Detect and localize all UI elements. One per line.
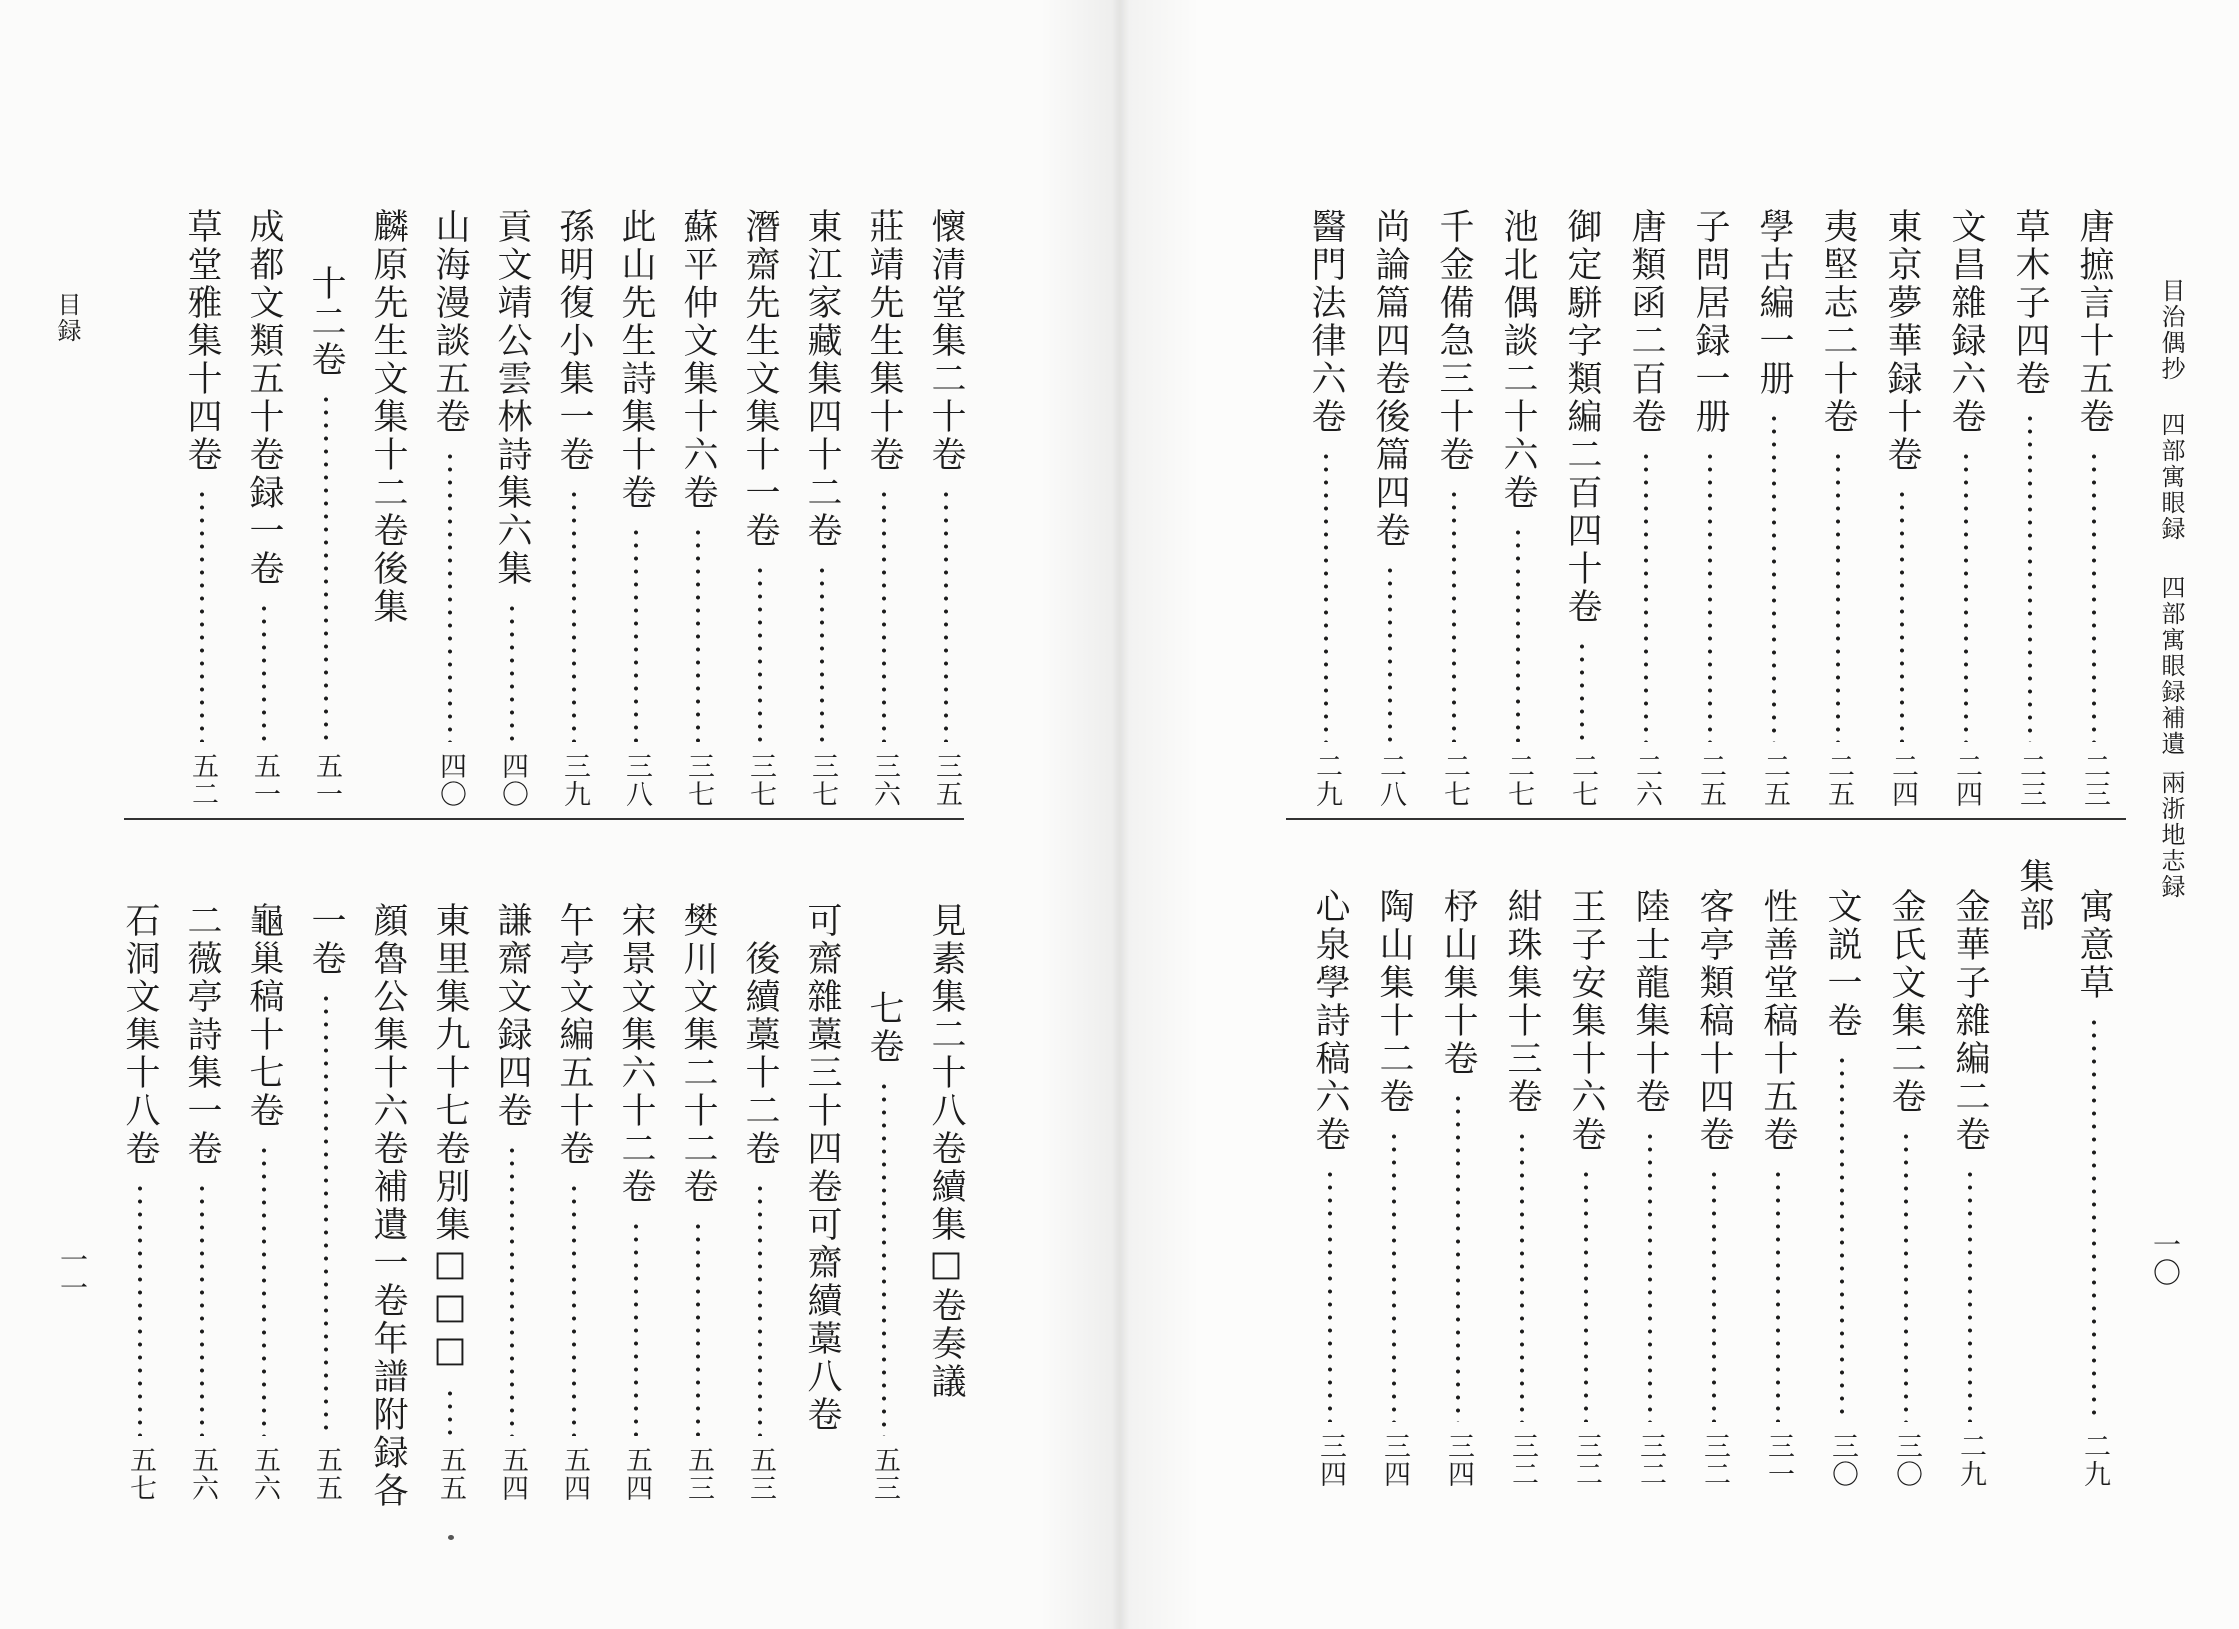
toc-entry[interactable]: [856, 208, 912, 808]
entry-page: 五四: [497, 1446, 528, 1502]
running-head-item: 四部寓眼録: [2157, 412, 2185, 542]
entry-page: 二四: [1887, 752, 1918, 808]
toc-entry[interactable]: [608, 208, 664, 808]
entry-page: 三〇: [1891, 1432, 1922, 1488]
entry-page: 五三: [745, 1446, 776, 1502]
leader-dots: [695, 1220, 701, 1436]
toc-entry[interactable]: [1810, 208, 1866, 808]
toc-entry[interactable]: [856, 990, 912, 1502]
leader-dots: [137, 1182, 143, 1436]
entry-page: 五五: [311, 1446, 342, 1502]
entry-title: 草木子四卷: [2010, 208, 2050, 398]
entry-title: 石洞文集十八卷: [120, 902, 160, 1168]
entry-page: 三七: [683, 752, 714, 808]
leader-dots: [1771, 412, 1777, 742]
entry-page: 五六: [249, 1446, 280, 1502]
toc-entry[interactable]: [1430, 888, 1486, 1488]
entry-title: 草堂雅集十四卷: [182, 208, 222, 474]
entry-title: 子問居録一册: [1690, 208, 1730, 436]
entry-title: 文昌雜録六卷: [1946, 208, 1986, 436]
entry-page: 三二: [1699, 1432, 1730, 1488]
entry-page: 三一: [1763, 1432, 1794, 1488]
toc-entry[interactable]: [174, 902, 230, 1502]
entry-page: 五四: [621, 1446, 652, 1502]
toc-entry[interactable]: [1490, 208, 1546, 808]
leader-dots: [261, 1144, 267, 1436]
entry-page: 五四: [559, 1446, 590, 1502]
entry-page: 五六: [187, 1446, 218, 1502]
leader-dots: [199, 488, 205, 742]
entry-page: 二九: [1955, 1432, 1986, 1488]
left-page: [0, 0, 1118, 1629]
toc-entry[interactable]: [1686, 888, 1742, 1488]
leader-dots: [1455, 1092, 1461, 1422]
entry-title: 東里集九十七卷別集□□□: [430, 902, 470, 1373]
entry-page: 二五: [1759, 752, 1790, 808]
entry-page: 五三: [869, 1446, 900, 1502]
toc-entry[interactable]: [670, 208, 726, 808]
toc-entry[interactable]: [298, 902, 354, 1502]
entry-page: 五二: [187, 752, 218, 808]
toc-entry[interactable]: [670, 902, 726, 1502]
toc-entry[interactable]: [732, 208, 788, 808]
leader-dots: [819, 564, 825, 742]
leader-dots: [943, 488, 949, 742]
entry-title: 心泉學詩稿六卷: [1310, 888, 1350, 1154]
toc-entry[interactable]: [546, 902, 602, 1502]
entry-title: 唐摭言十五卷: [2074, 208, 2114, 436]
leader-dots: [1323, 450, 1329, 742]
leader-dots: [1579, 640, 1585, 742]
entry-page: 五一: [311, 752, 342, 808]
entry-page: 三四: [1315, 1432, 1346, 1488]
entry-page: 三七: [745, 752, 776, 808]
toc-entry[interactable]: [1622, 888, 1678, 1488]
leader-dots: [1643, 450, 1649, 742]
entry-title: 醫門法律六卷: [1306, 208, 1346, 436]
leader-dots: [1839, 1054, 1845, 1422]
entry-title: 午亭文編五十卷: [554, 902, 594, 1168]
entry-title: 一卷: [306, 902, 346, 978]
leader-dots: [2091, 1016, 2097, 1422]
toc-entry[interactable]: [794, 902, 850, 1502]
toc-entry[interactable]: [360, 902, 416, 1510]
leader-dots: [323, 393, 329, 742]
leader-dots: [1327, 1168, 1333, 1422]
section-rule: [124, 818, 964, 820]
entry-title: 山海漫談五卷: [430, 208, 470, 436]
entry-page: 三六: [869, 752, 900, 808]
entry-page: 二四: [1951, 752, 1982, 808]
right-page: [1118, 0, 2239, 1629]
entry-title: 東京夢華録十卷: [1882, 208, 1922, 474]
leader-dots: [1711, 1168, 1717, 1422]
leader-dots: [1519, 1130, 1525, 1422]
leader-dots: [2027, 412, 2033, 742]
running-head-item: 四部寓眼録補遺: [2157, 575, 2185, 757]
section-rule: [1286, 818, 2126, 820]
entry-title: 唐類函二百卷: [1626, 208, 1666, 436]
leader-dots: [2091, 450, 2097, 742]
toc-entry[interactable]: [1942, 888, 1998, 1488]
toc-entry[interactable]: [2002, 208, 2058, 808]
entry-title: 御定駢字類編二百四十卷: [1562, 208, 1602, 626]
entry-page: 二八: [1375, 752, 1406, 808]
leader-dots: [447, 450, 453, 742]
entry-title: 十二卷: [306, 265, 346, 379]
toc-entry[interactable]: [1302, 888, 1358, 1488]
toc-entry[interactable]: [422, 902, 478, 1502]
toc-entry[interactable]: [112, 902, 168, 1502]
toc-entry[interactable]: [1618, 208, 1674, 808]
entry-page: 三四: [1443, 1432, 1474, 1488]
entry-page: 二五: [1695, 752, 1726, 808]
entry-page: 二三: [2015, 752, 2046, 808]
leader-dots: [1899, 488, 1905, 742]
leader-dots: [1775, 1168, 1781, 1422]
entry-title: 七卷: [864, 990, 904, 1066]
entry-title: 蘇平仲文集十六卷: [678, 208, 718, 512]
entry-page: 二五: [1823, 752, 1854, 808]
entry-page: 三二: [1507, 1432, 1538, 1488]
entry-title: 此山先生詩集十卷: [616, 208, 656, 512]
entry-page: 三二: [1571, 1432, 1602, 1488]
toc-entry[interactable]: [1298, 208, 1354, 808]
leader-dots: [199, 1182, 205, 1436]
leader-dots: [571, 1182, 577, 1436]
leader-dots: [323, 992, 329, 1436]
entry-title: 東江家藏集四十二卷: [802, 208, 842, 550]
page-number: 一一: [56, 1245, 89, 1301]
entry-page: 三七: [807, 752, 838, 808]
toc-entry[interactable]: [484, 902, 540, 1502]
entry-title: 金氏文集二卷: [1886, 888, 1926, 1116]
entry-title: 潛齋先生文集十一卷: [740, 208, 780, 550]
toc-entry[interactable]: [1938, 208, 1994, 808]
entry-title: 謙齋文録四卷: [492, 902, 532, 1130]
book-gutter: [1040, 0, 1200, 1629]
entry-title: 貢文靖公雲林詩集六集: [492, 208, 532, 588]
leader-dots: [1903, 1130, 1909, 1422]
entry-page: 三五: [931, 752, 962, 808]
leader-dots: [1451, 488, 1457, 742]
entry-title: 千金備急三十卷: [1434, 208, 1474, 474]
toc-entry[interactable]: [1682, 208, 1738, 808]
toc-entry[interactable]: [1426, 208, 1482, 808]
entry-page: 二七: [1503, 752, 1534, 808]
entry-title: 懷清堂集二十卷: [926, 208, 966, 474]
entry-title: 杼山集十卷: [1438, 888, 1478, 1078]
entry-page: 三九: [559, 752, 590, 808]
entry-title: 莊靖先生集十卷: [864, 208, 904, 474]
leader-dots: [757, 1182, 763, 1436]
page-number: 一〇: [2149, 1230, 2182, 1286]
leader-dots: [633, 1220, 639, 1436]
entry-title: 樊川文集二十二卷: [678, 902, 718, 1206]
entry-title: 顔魯公集十六卷補遺一卷年譜附録各: [368, 902, 408, 1510]
entry-title: 寓意草: [2074, 888, 2114, 1002]
toc-entry[interactable]: [918, 902, 974, 1502]
leader-dots: [1391, 1130, 1397, 1422]
entry-title: 孫明復小集一卷: [554, 208, 594, 474]
entry-page: 二七: [1439, 752, 1470, 808]
toc-entry[interactable]: [1750, 888, 1806, 1488]
entry-title: 麟原先生文集十二卷後集: [368, 208, 408, 626]
entry-page: 三八: [621, 752, 652, 808]
entry-title: 成都文類五十卷録一卷: [244, 208, 284, 588]
entry-page: 三二: [1635, 1432, 1666, 1488]
toc-entry[interactable]: [1366, 888, 1422, 1488]
entry-title: 陸士龍集十卷: [1630, 888, 1670, 1116]
entry-title: 宋景文集六十二卷: [616, 902, 656, 1206]
entry-page: 二九: [2079, 1432, 2110, 1488]
leader-dots: [881, 1080, 887, 1436]
leader-dots: [261, 602, 267, 742]
leader-dots: [1707, 450, 1713, 742]
toc-entry[interactable]: [1746, 208, 1802, 808]
entry-title: 文説一卷: [1822, 888, 1862, 1040]
toc-entry[interactable]: [422, 208, 478, 808]
toc-entry[interactable]: [236, 208, 292, 808]
paper-speck: [448, 1535, 454, 1540]
entry-page: 二九: [1311, 752, 1342, 808]
leader-dots: [633, 526, 639, 742]
entry-page: 五七: [125, 1446, 156, 1502]
entry-title: 夷堅志二十卷: [1818, 208, 1858, 436]
toc-entry[interactable]: [236, 902, 292, 1502]
toc-entry[interactable]: [1814, 888, 1870, 1488]
leader-dots: [509, 602, 515, 742]
entry-page: 五三: [683, 1446, 714, 1502]
entry-title: 王子安集十六卷: [1566, 888, 1606, 1154]
entry-title: 二薇亭詩集一卷: [182, 902, 222, 1168]
entry-title: 尚論篇四卷後篇四卷: [1370, 208, 1410, 550]
entry-title: 陶山集十二卷: [1374, 888, 1414, 1116]
entry-title: 池北偶談二十六卷: [1498, 208, 1538, 512]
entry-title: 可齋雜藁三十四卷可齋續藁八卷: [802, 902, 842, 1434]
toc-entry[interactable]: [2066, 208, 2122, 808]
toc-entry[interactable]: [1558, 888, 1614, 1488]
entry-page: 三〇: [1827, 1432, 1858, 1488]
entry-page: 二三: [2079, 752, 2110, 808]
running-head: 目録: [53, 292, 81, 344]
toc-entry[interactable]: [174, 208, 230, 808]
entry-page: 四〇: [435, 752, 466, 808]
entry-title: 後續藁十二卷: [740, 940, 780, 1168]
leader-dots: [1515, 526, 1521, 742]
leader-dots: [1967, 1168, 1973, 1422]
entry-page: 三四: [1379, 1432, 1410, 1488]
section-title: 集部: [2014, 858, 2054, 934]
entry-page: 五五: [435, 1446, 466, 1502]
entry-title: 見素集二十八卷續集□卷奏議: [926, 902, 966, 1401]
toc-entry[interactable]: [2066, 888, 2122, 1488]
entry-title: 客亭類稿十四卷: [1694, 888, 1734, 1154]
entry-title: 學古編一册: [1754, 208, 1794, 398]
entry-title: 金華子雜編二卷: [1950, 888, 1990, 1154]
leader-dots: [447, 1387, 453, 1436]
leader-dots: [1647, 1130, 1653, 1422]
entry-page: 二六: [1631, 752, 1662, 808]
leader-dots: [509, 1144, 515, 1436]
toc-entry[interactable]: [360, 208, 416, 808]
toc-entry[interactable]: [1874, 208, 1930, 808]
toc-entry[interactable]: [794, 208, 850, 808]
leader-dots: [1835, 450, 1841, 742]
entry-title: 性善堂稿十五卷: [1758, 888, 1798, 1154]
toc-entry[interactable]: [546, 208, 602, 808]
toc-entry[interactable]: [298, 265, 354, 808]
leader-dots: [881, 488, 887, 742]
running-head-item: 目治偶抄: [2157, 278, 2185, 382]
toc-entry[interactable]: [1494, 888, 1550, 1488]
entry-page: 五一: [249, 752, 280, 808]
toc-entry[interactable]: [732, 940, 788, 1502]
toc-entry[interactable]: [484, 208, 540, 808]
section-heading: [2006, 858, 2062, 1058]
entry-title: 紺珠集十三卷: [1502, 888, 1542, 1116]
toc-entry[interactable]: [1362, 208, 1418, 808]
toc-entry[interactable]: [918, 208, 974, 808]
leader-dots: [1963, 450, 1969, 742]
leader-dots: [1583, 1168, 1589, 1422]
running-head-item: 兩浙地志録: [2157, 770, 2185, 900]
leader-dots: [757, 564, 763, 742]
toc-entry[interactable]: [1554, 208, 1610, 808]
leader-dots: [1387, 564, 1393, 742]
toc-entry[interactable]: [608, 902, 664, 1502]
entry-page: 二七: [1567, 752, 1598, 808]
entry-page: 四〇: [497, 752, 528, 808]
entry-title: 龜巢稿十七卷: [244, 902, 284, 1130]
leader-dots: [695, 526, 701, 742]
toc-entry[interactable]: [1878, 888, 1934, 1488]
leader-dots: [571, 488, 577, 742]
